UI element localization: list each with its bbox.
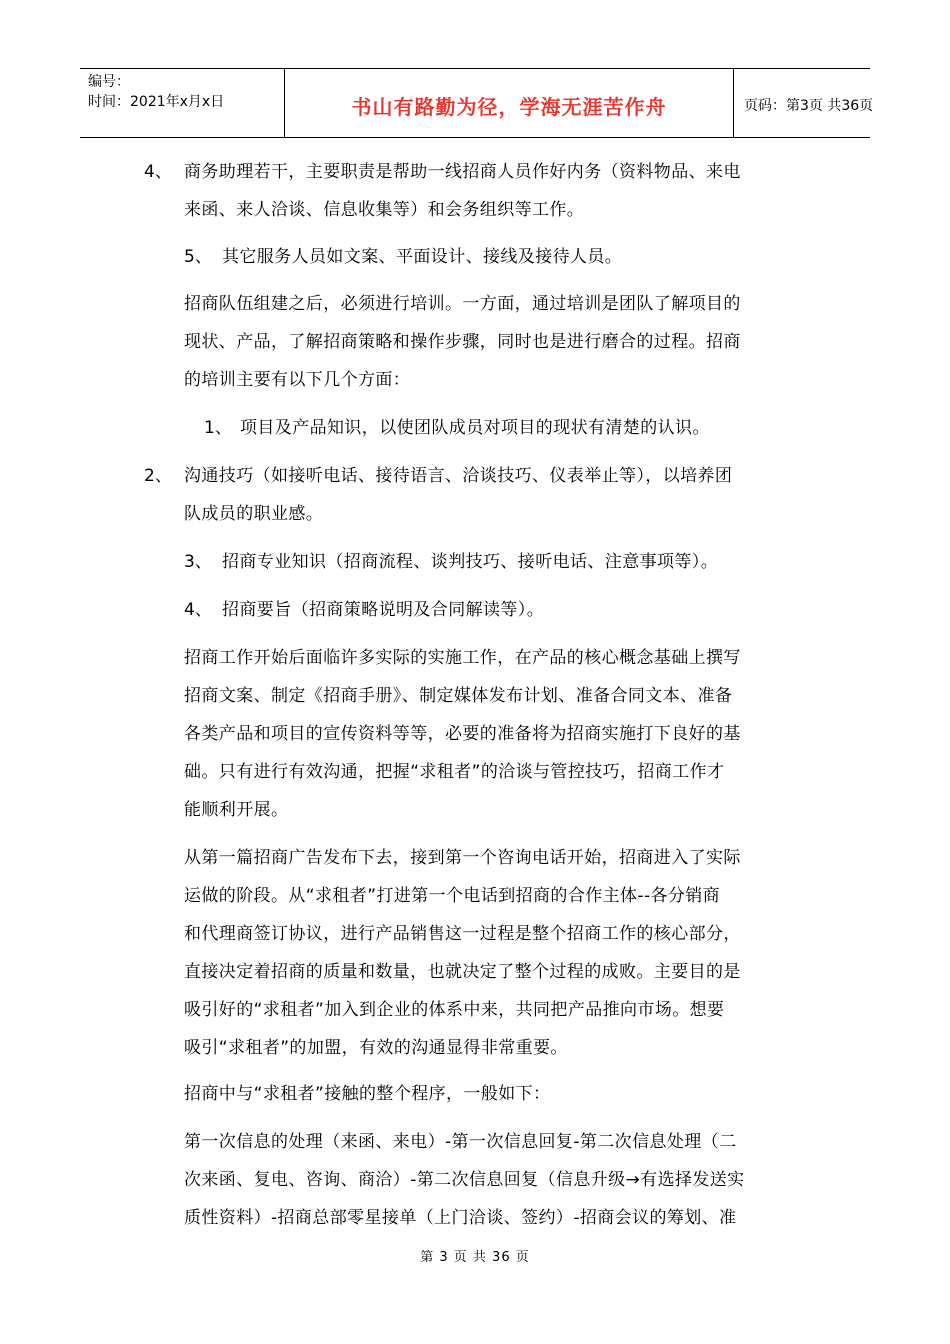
list-number: 5、 [184, 247, 212, 267]
text-line: 吸引好的“求租者”加入到企业的体系中来，共同把产品推向市场。想要 [184, 1000, 725, 1020]
text-line: 招商要旨（招商策略说明及合同解读等）。 [222, 600, 545, 620]
header-motto-cell [284, 69, 734, 137]
text-line: 沟通技巧（如接听电话、接待语言、洽谈技巧、仪表举止等），以培养团 [184, 466, 733, 486]
text-line: 队成员的职业感。 [184, 504, 324, 524]
text-line: 各类产品和项目的宣传资料等等，必要的准备将为招商实施打下良好的基 [184, 724, 741, 744]
text-line: 项目及产品知识，以使团队成员对项目的现状有清楚的认识。 [240, 418, 710, 438]
page-footer: 第 3 页 共 36 页 [420, 1250, 530, 1265]
text-line: 现状、产品，了解招商策略和操作步骤，同时也是进行磨合的过程。招商 [184, 332, 741, 352]
text-line: 的培训主要有以下几个方面： [184, 370, 411, 390]
text-line: 质性资料）-招商总部零星接单（上门洽谈、签约）-招商会议的筹划、准 [184, 1208, 737, 1228]
text-line: 和代理商签订协议，进行产品销售这一过程是整个招商工作的核心部分， [184, 924, 741, 944]
text-line: 第一次信息的处理（来函、来电）-第一次信息回复-第二次信息处理（二 [184, 1132, 737, 1152]
page-code: 页码：第3页 共36页 [744, 98, 874, 114]
list-number: 4、 [144, 162, 172, 182]
text-line: 直接决定着招商的质量和数量，也就决定了整个过程的成败。主要目的是 [184, 962, 741, 982]
text-line: 招商专业知识（招商流程、谈判技巧、接听电话、注意事项等）。 [222, 552, 719, 572]
text-line: 招商中与“求租者”接触的整个程序，一般如下： [184, 1084, 551, 1104]
text-line: 商务助理若干，主要职责是帮助一线招商人员作好内务（资料物品、来电 [184, 162, 741, 182]
page-header [80, 68, 874, 138]
text-line: 从第一篇招商广告发布下去，接到第一个咨询电话开始，招商进入了实际 [184, 848, 741, 868]
text-line: 招商工作开始后面临许多实际的实施工作，在产品的核心概念基础上撰写 [184, 648, 741, 668]
text-line: 招商文案、制定《招商手册》、制定媒体发布计划、准备合同文本、准备 [184, 686, 733, 706]
text-line: 来函、来人洽谈、信息收集等）和会务组织等工作。 [184, 200, 585, 220]
list-number: 3、 [184, 552, 212, 572]
list-number: 2、 [144, 466, 172, 486]
doc-time-label: 时间：2021年x月x日 [88, 94, 225, 110]
header-meta [80, 69, 284, 137]
text-line: 运做的阶段。从“求租者”打进第一个电话到招商的合作主体--各分销商 [184, 886, 721, 906]
text-line: 其它服务人员如文案、平面设计、接线及接待人员。 [222, 247, 623, 267]
text-line: 吸引“求租者”的加盟，有效的沟通显得非常重要。 [184, 1038, 568, 1058]
text-line: 招商队伍组建之后，必须进行培训。一方面，通过培训是团队了解项目的 [184, 294, 741, 314]
text-line: 次来函、复电、咨询、商洽）-第二次信息回复（信息升级→有选择发送实 [184, 1170, 745, 1190]
text-line: 础。只有进行有效沟通，把握“求租者”的洽谈与管控技巧，招商工作才 [184, 762, 725, 782]
list-number: 1、 [204, 418, 232, 438]
motto-text: 书山有路勤为径，学海无涯苦作舟 [351, 95, 667, 119]
header-page-cell [734, 69, 874, 137]
text-line: 能顺利开展。 [184, 800, 289, 820]
list-number: 4、 [184, 600, 212, 620]
doc-code-label: 编号： [88, 74, 130, 90]
